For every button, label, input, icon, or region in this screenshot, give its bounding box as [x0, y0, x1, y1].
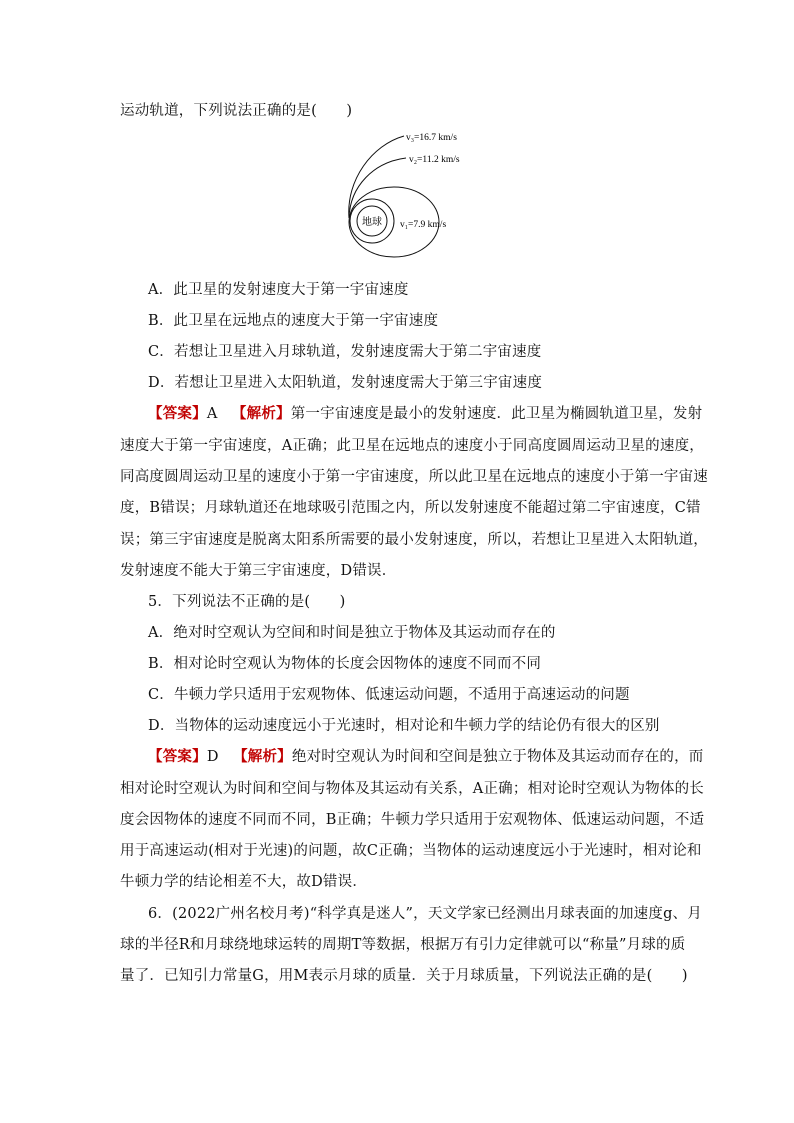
q4-option-c: C．若想让卫星进入月球轨道，发射速度需大于第二宇宙速度 [148, 344, 542, 360]
q4-analysis-line: 误；第三宇宙速度是脱离太阳系所需要的最小发射速度，所以，若想让卫星进入太阳轨道， [120, 532, 708, 548]
orbit-ellipse [349, 187, 439, 257]
v1-label: v₁=7.9 km/s [400, 220, 447, 230]
q4-analysis-line: 速度大于第一宇宙速度，A正确；此卫星在远地点的速度小于同高度圆周运动卫星的速度， [120, 438, 704, 454]
answer-tag: 【答案】 [148, 405, 207, 422]
q4-answer-line [148, 404, 702, 424]
q5-option-d: D．当物体的运动速度远小于光速时，相对论和牛顿力学的结论仍有很大的区别 [148, 718, 660, 734]
q5-option-a: A．绝对时空观认为空间和时间是独立于物体及其运动而存在的 [148, 625, 556, 641]
q5-answer-line [148, 747, 704, 767]
q6-stem-line: 量了．已知引力常量G，用M表示月球的质量．关于月球质量，下列说法正确的是( ) [120, 968, 688, 984]
q4-analysis-line: 度，B错误；月球轨道还在地球吸引范围之内，所以发射速度不能超过第二宇宙速度，C错 [120, 500, 701, 516]
answer-tag: 【答案】 [148, 748, 207, 765]
q5-stem: 5．下列说法不正确的是( ) [148, 594, 346, 610]
q4-option-a: A．此卫星的发射速度大于第一宇宙速度 [148, 282, 409, 298]
q4-analysis-line: 同高度圆周运动卫星的速度小于第一宇宙速度，所以此卫星在远地点的速度小于第一宇宙速 [120, 469, 708, 485]
q5-analysis-line: 牛顿力学的结论相差不大，故D错误． [120, 874, 368, 890]
v3-label: v₃=16.7 km/s [406, 133, 457, 143]
orbit-v2-curve [349, 158, 406, 218]
analysis-tag: 【解析】 [233, 748, 292, 765]
q4-analysis-line: 发射速度不能大于第三宇宙速度，D错误． [120, 563, 397, 579]
earth-inner-circle [357, 206, 387, 236]
q4-stem-tail: 运动轨道，下列说法正确的是( ) [120, 103, 353, 119]
earth-label: 地球 [362, 217, 382, 228]
orbit-v3-curve [349, 136, 404, 218]
analysis-text: 第一宇宙速度是最小的发射速度．此卫星为椭圆轨道卫星，发射 [290, 406, 703, 422]
q4-option-d: D．若想让卫星进入太阳轨道，发射速度需大于第三宇宙速度 [148, 375, 543, 391]
q6-stem-line: 6．(2022广州名校月考)“科学真是迷人”，天文学家已经测出月球表面的加速度g、月 [148, 906, 702, 922]
q5-option-c: C．牛顿力学只适用于宏观物体、低速运动问题，不适用于高速运动的问题 [148, 687, 630, 703]
earth-outer-circle [350, 199, 394, 243]
q4-option-b: B．此卫星在远地点的速度大于第一宇宙速度 [148, 313, 439, 329]
q5-analysis-line: 度会因物体的速度不同而不同，B正确；牛顿力学只适用于宏观物体、低速运动问题，不适 [120, 812, 705, 828]
analysis-tag: 【解析】 [231, 405, 291, 422]
answer-value: A [206, 406, 218, 422]
q5-analysis-line: 用于高速运动(相对于光速)的问题，故C正确；当物体的运动速度远小于光速时，相对论和 [120, 843, 702, 859]
q6-stem-line: 球的半径R和月球绕地球运转的周期T等数据，根据万有引力定律就可以“称量”月球的质 [120, 937, 686, 953]
v2-label: v₂=11.2 km/s [409, 155, 460, 165]
q5-analysis-line: 相对论时空观认为时间和空间与物体及其运动有关系，A正确；相对论时空观认为物体的长 [120, 781, 704, 797]
answer-value: D [206, 749, 219, 765]
q5-option-b: B．相对论时空观认为物体的长度会因物体的速度不同而不同 [148, 656, 542, 672]
analysis-text: 绝对时空观认为时间和空间是独立于物体及其运动而存在的，而 [291, 749, 704, 765]
